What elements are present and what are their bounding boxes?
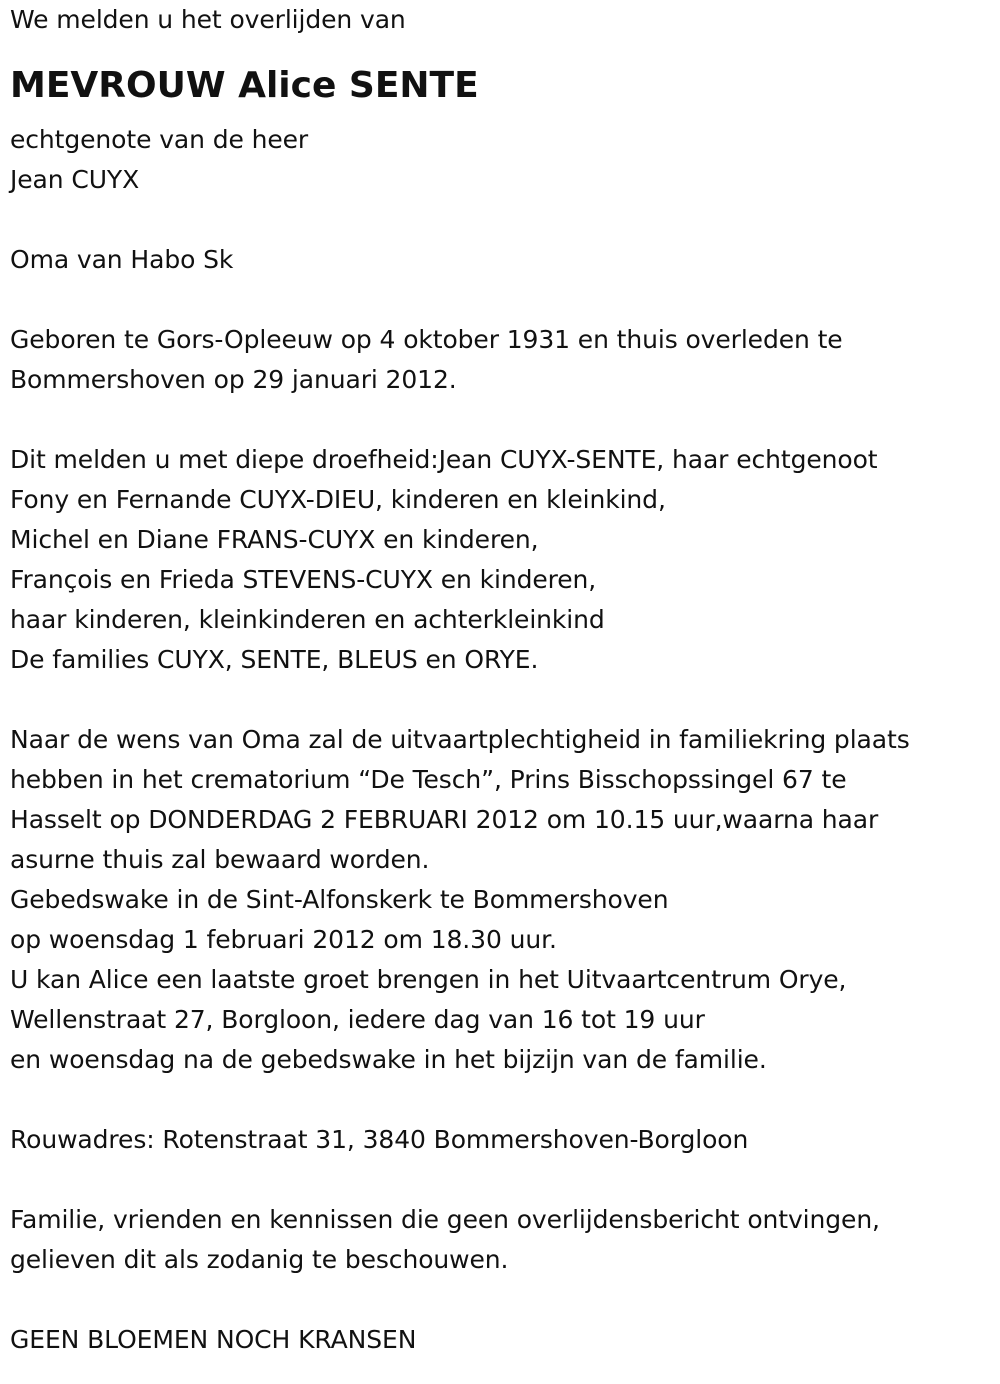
birth-death-line-1: Geboren te Gors-Opleeuw op 4 oktober 1931 en thuis overleden te <box>10 325 843 354</box>
spacer <box>10 680 995 720</box>
deceased-name: MEVROUW Alice SENTE <box>10 65 479 106</box>
notice-line-2: gelieven dit als zodanig te beschouwen. <box>10 1245 509 1274</box>
ceremony-line-6: op woensdag 1 februari 2012 om 18.30 uur. <box>10 925 557 954</box>
ceremony-line-3: Hasselt op DONDERDAG 2 FEBRUARI 2012 om 10.15 uur,waarna haar <box>10 805 879 834</box>
intro-line: We melden u het overlijden van <box>10 5 406 34</box>
mourners-line-5: haar kinderen, kleinkinderen en achterkleinkind <box>10 605 605 634</box>
spouse-line-1: echtgenote van de heer <box>10 125 309 154</box>
birth-death-line-2: Bommershoven op 29 januari 2012. <box>10 365 457 394</box>
spouse-line-2: Jean CUYX <box>10 165 140 194</box>
no-flowers-line: GEEN BLOEMEN NOCH KRANSEN <box>10 1325 417 1354</box>
ceremony-line-9: en woensdag na de gebedswake in het bijzijn van de familie. <box>10 1045 767 1074</box>
obituary-notice <box>10 0 995 1360</box>
ceremony-line-8: Wellenstraat 27, Borgloon, iedere dag van 16 tot 19 uur <box>10 1005 705 1034</box>
notice-line-1: Familie, vrienden en kennissen die geen overlijdensbericht ontvingen, <box>10 1205 880 1234</box>
spacer <box>10 1280 995 1320</box>
spacer <box>10 1160 995 1200</box>
grandchild-line: Oma van Habo Sk <box>10 245 234 274</box>
ceremony-line-2: hebben in het crematorium “De Tesch”, Prins Bisschopssingel 67 te <box>10 765 847 794</box>
spacer <box>10 280 995 320</box>
ceremony-line-1: Naar de wens van Oma zal de uitvaartplechtigheid in familiekring plaats <box>10 725 910 754</box>
mourners-line-2: Fony en Fernande CUYX-DIEU, kinderen en kleinkind, <box>10 485 666 514</box>
ceremony-line-5: Gebedswake in de Sint-Alfonskerk te Bommershoven <box>10 885 669 914</box>
spacer <box>10 400 995 440</box>
spacer <box>10 1080 995 1120</box>
mourners-line-4: François en Frieda STEVENS-CUYX en kinderen, <box>10 565 597 594</box>
spacer <box>10 200 995 240</box>
mourning-address: Rouwadres: Rotenstraat 31, 3840 Bommershoven-Borgloon <box>10 1125 749 1154</box>
mourners-line-3: Michel en Diane FRANS-CUYX en kinderen, <box>10 525 539 554</box>
ceremony-line-7: U kan Alice een laatste groet brengen in het Uitvaartcentrum Orye, <box>10 965 847 994</box>
mourners-line-1: Dit melden u met diepe droefheid:Jean CUYX-SENTE, haar echtgenoot <box>10 445 878 474</box>
mourners-line-6: De families CUYX, SENTE, BLEUS en ORYE. <box>10 645 539 674</box>
ceremony-line-4: asurne thuis zal bewaard worden. <box>10 845 430 874</box>
